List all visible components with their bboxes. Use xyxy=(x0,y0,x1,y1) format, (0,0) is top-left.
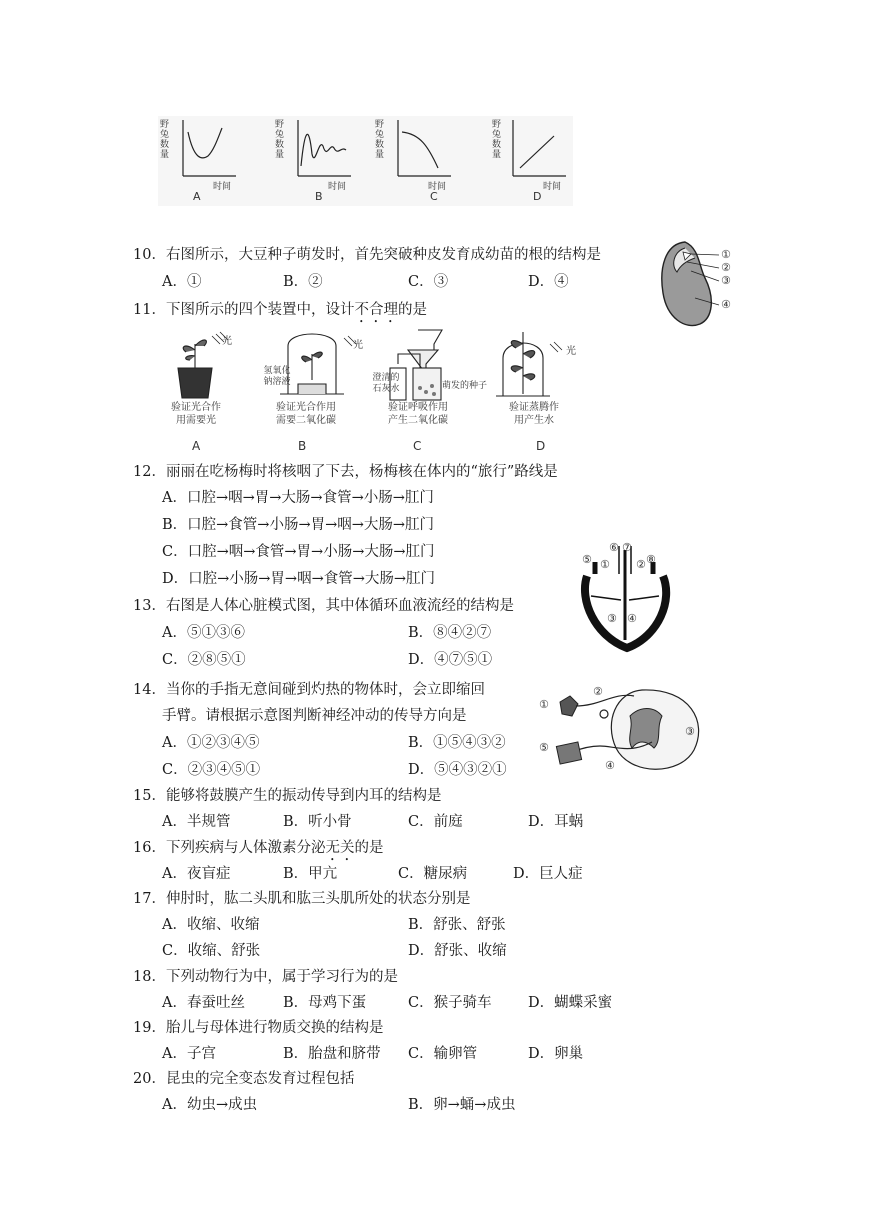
caption-c: 验证呼吸作用产生二氧化碳 xyxy=(388,402,448,426)
q20-stem: 20．昆虫的完全变态发育过程包括 xyxy=(133,1071,355,1087)
graph-d-x-label: 时间 xyxy=(543,182,562,192)
q13-option-a[interactable]: A．⑤①③⑥ xyxy=(162,625,245,641)
graph-c-x-label: 时间 xyxy=(428,182,447,192)
q11-label-b: B xyxy=(298,439,307,453)
graph-b-curve xyxy=(301,134,346,166)
naoh-label: 氢氧化钠溶液 xyxy=(263,366,291,387)
q16-option-d[interactable]: D．巨人症 xyxy=(513,866,583,882)
q13-option-d[interactable]: D．④⑦⑤① xyxy=(408,652,493,668)
graph-c-y-label: 野兔数量 xyxy=(375,120,385,160)
q10-option-d[interactable]: D．④ xyxy=(528,274,569,290)
heart-label-3: ③ xyxy=(607,612,617,625)
q10-option-c[interactable]: C．③ xyxy=(408,274,449,290)
q10-option-a[interactable]: A．① xyxy=(162,274,202,290)
graph-label-c: C xyxy=(430,190,438,203)
graph-a-curve xyxy=(188,128,222,158)
graph-label-a: A xyxy=(193,190,201,203)
heart-label-2: ② xyxy=(636,558,646,571)
light-label-a: 光 xyxy=(222,336,232,347)
q18-option-b[interactable]: B．母鸡下蛋 xyxy=(283,995,367,1011)
bean-label-2: ② xyxy=(721,261,731,274)
q12-option-c[interactable]: C．口腔→咽→食管→胃→小肠→大肠→肛门 xyxy=(162,544,435,560)
q14-option-c[interactable]: C．②③④⑤① xyxy=(162,762,261,778)
q16-option-a[interactable]: A．夜盲症 xyxy=(162,866,231,882)
reflex-arc-diagram xyxy=(530,682,710,777)
q10-option-b[interactable]: B．② xyxy=(283,274,323,290)
q18-option-c[interactable]: C．猴子骑车 xyxy=(408,995,492,1011)
nerve-label-3: ③ xyxy=(685,725,695,738)
q18-stem: 18．下列动物行为中，属于学习行为的是 xyxy=(133,969,398,985)
q20-option-b[interactable]: B．卵→蛹→成虫 xyxy=(408,1097,516,1113)
limewater-label: 澄清的石灰水 xyxy=(372,373,400,394)
seed-jar-c xyxy=(413,368,441,400)
bean-label-3: ③ xyxy=(721,274,731,287)
q15-option-d[interactable]: D．耳蜗 xyxy=(528,814,584,830)
graph-label-b: B xyxy=(315,190,323,203)
q17-option-b[interactable]: B．舒张、舒张 xyxy=(408,917,506,933)
q12-option-d[interactable]: D．口腔→小肠→胃→咽→食管→大肠→肛门 xyxy=(162,571,436,587)
caption-d: 验证蒸腾作用产生水 xyxy=(509,402,559,426)
q14-option-a[interactable]: A．①②③④⑤ xyxy=(162,735,260,751)
heart-label-7: ⑦ xyxy=(622,541,632,554)
q13-option-c[interactable]: C．②⑧⑤① xyxy=(162,652,246,668)
graph-b-y-label: 野兔数量 xyxy=(275,120,285,160)
q11-label-a: A xyxy=(192,439,201,453)
q15-stem: 15．能够将鼓膜产生的振动传导到内耳的结构是 xyxy=(133,788,442,804)
q19-stem: 19．胎儿与母体进行物质交换的结构是 xyxy=(133,1020,384,1036)
q17-option-a[interactable]: A．收缩、收缩 xyxy=(162,917,260,933)
q19-option-d[interactable]: D．卵巢 xyxy=(528,1046,584,1062)
graph-d-y-label: 野兔数量 xyxy=(492,120,502,160)
q17-option-d[interactable]: D．舒张、收缩 xyxy=(408,943,507,959)
graph-d-curve xyxy=(520,136,554,168)
caption-b: 验证光合作用需要二氧化碳 xyxy=(276,402,336,426)
q15-option-b[interactable]: B．听小骨 xyxy=(283,814,352,830)
light-label-d: 光 xyxy=(566,346,576,357)
seeds-label: 萌发的种子 xyxy=(442,381,488,391)
heart-label-8: ⑧ xyxy=(646,553,656,566)
q16-option-b[interactable]: B．甲亢 xyxy=(283,866,338,882)
q12-stem: 12．丽丽在吃杨梅时将核咽了下去，杨梅核在体内的“旅行”路线是 xyxy=(133,464,558,480)
nerve-label-1: ① xyxy=(539,698,549,711)
q12-option-a[interactable]: A．口腔→咽→胃→大肠→食管→小肠→肛门 xyxy=(162,490,434,506)
graph-label-d: D xyxy=(533,190,542,203)
q11-label-c: C xyxy=(413,439,422,453)
graph-a-y-label: 野兔数量 xyxy=(160,120,170,160)
q15-option-c[interactable]: C．前庭 xyxy=(408,814,463,830)
q17-option-c[interactable]: C．收缩、舒张 xyxy=(162,943,261,959)
q13-option-b[interactable]: B．⑧④②⑦ xyxy=(408,625,492,641)
nerve-label-2: ② xyxy=(593,685,603,698)
bean-seed-diagram xyxy=(655,238,745,333)
bean-label-4: ④ xyxy=(721,298,731,311)
graph-a-x-label: 时间 xyxy=(213,182,232,192)
q14-option-d[interactable]: D．⑤④③②① xyxy=(408,762,507,778)
q11-stem: 11．下图所示的四个装置中，设计不合理的是 xyxy=(133,302,427,318)
q18-option-a[interactable]: A．春蚕吐丝 xyxy=(162,995,245,1011)
graph-c-curve xyxy=(402,132,438,168)
heart-label-1: ① xyxy=(600,558,610,571)
q11-label-d: D xyxy=(536,439,546,453)
nerve-label-5: ⑤ xyxy=(539,741,549,754)
q17-stem: 17．伸肘时，肱二头肌和肱三头肌所处的状态分别是 xyxy=(133,891,471,907)
q14-option-b[interactable]: B．①⑤④③② xyxy=(408,735,506,751)
q16-stem: 16．下列疾病与人体激素分泌无关的是 xyxy=(133,840,384,856)
nerve-label-4: ④ xyxy=(605,759,615,772)
q12-option-b[interactable]: B．口腔→食管→小肠→胃→咽→大肠→肛门 xyxy=(162,517,435,533)
q13-stem: 13．右图是人体心脏模式图，其中体循环血液流经的结构是 xyxy=(133,598,514,614)
cup-c xyxy=(418,330,442,350)
q14-stem-line1: 14．当你的手指无意间碰到灼热的物体时，会立即缩回 xyxy=(133,682,485,698)
q18-option-d[interactable]: D．蝴蝶采蜜 xyxy=(528,995,613,1011)
heart-label-5: ⑤ xyxy=(582,553,592,566)
light-label-b: 光 xyxy=(353,340,363,351)
q14-stem-line2: 手臂。请根据示意图判断神经冲动的传导方向是 xyxy=(162,708,467,724)
q19-option-a[interactable]: A．子宫 xyxy=(162,1046,216,1062)
pot-a xyxy=(178,368,212,398)
q20-option-a[interactable]: A．幼虫→成虫 xyxy=(162,1097,258,1113)
q10-stem: 10．右图所示，大豆种子萌发时，首先突破种皮发育成幼苗的根的结构是 xyxy=(133,247,601,263)
heart-label-6: ⑥ xyxy=(609,541,619,554)
graph-b-x-label: 时间 xyxy=(328,182,347,192)
caption-a: 验证光合作用需要光 xyxy=(171,402,221,426)
q16-option-c[interactable]: C．糖尿病 xyxy=(398,866,468,882)
q15-option-a[interactable]: A．半规管 xyxy=(162,814,231,830)
heart-label-4: ④ xyxy=(627,612,637,625)
q19-option-c[interactable]: C．输卵管 xyxy=(408,1046,478,1062)
bean-label-1: ① xyxy=(721,248,731,261)
q19-option-b[interactable]: B．胎盘和脐带 xyxy=(283,1046,381,1062)
